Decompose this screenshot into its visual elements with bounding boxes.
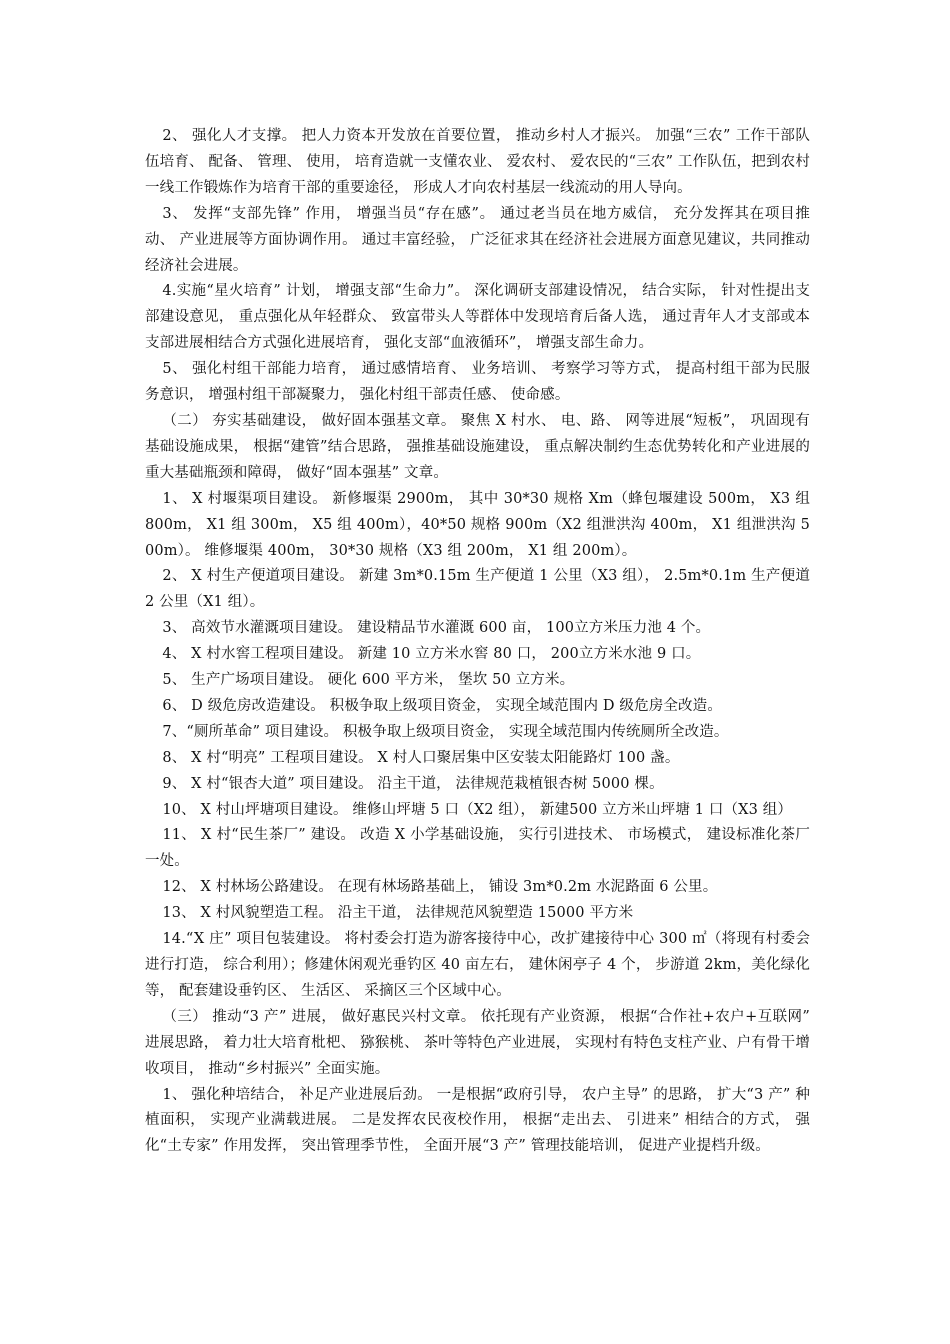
- paragraph: 14.“X 庄” 项目包装建设。 将村委会打造为游客接待中心，改扩建接待中心 300 ㎡（将现有村委会进行打造， 综合利用）；修建休闲观光垂钓区 40 亩左右， 建休闲亭子 4 个， 步游道 2km，美化绿化等， 配套建设垂钓区、 生活区、 采摘区三个区域中心。: [145, 931, 810, 999]
- paragraph: 2、 X 村生产便道项目建设。 新建 3m*0.15m 生产便道 1 公里（X3 组）， 2.5m*0.1m 生产便道 2 公里（X1 组）。: [145, 568, 810, 611]
- paragraph: 4、 X 村水窖工程项目建设。 新建 10 立方米水窖 80 口， 200立方米水池 9 口。: [162, 646, 701, 663]
- paragraph: 2、 强化人才支撑。 把人力资本开发放在首要位置， 推动乡村人才振兴。 加强“三农” 工作干部队伍培育、 配备、 管理、 使用， 培育造就一支懂农业、 爱农村、 爱农民的“三农” 工作队伍，把到农村一线工作锻炼作为培育干部的重要途径， 形成人才向农村基层一线流动的用人导向。: [145, 128, 810, 196]
- paragraph: 1、 强化种培结合， 补足产业进展后劲。 一是根据“政府引导， 农户主导” 的思路， 扩大“3 产” 种植面积， 实现产业满载进展。 二是发挥农民夜校作用， 根据“走出去、 引进来” 相结合的方式， 强化“土专家” 作用发挥， 突出管理季节性， 全面开展“3 产” 管理技能培训， 促进产业提档升级。: [145, 1086, 810, 1155]
- paragraph: 3、 高效节水灌溉项目建设。 建设精品节水灌溉 600 亩， 100立方米压力池 4 个。: [162, 620, 711, 637]
- paragraph: 11、 X 村“民生茶厂” 建设。 改造 X 小学基础设施， 实行引进技术、 市场模式， 建设标准化茶厂一处。: [145, 827, 810, 870]
- paragraph: 10、 X 村山坪塘项目建设。 维修山坪塘 5 口（X2 组）， 新建500 立方米山坪塘 1 口（X3 组）: [162, 801, 793, 818]
- paragraph: 7、“厕所革命” 项目建设。 积极争取上级项目资金， 实现全域范围内传统厕所全改造。: [162, 723, 729, 740]
- paragraph: 8、 X 村“明亮” 工程项目建设。 X 村人口聚居集中区安装太阳能路灯 100 盏。: [162, 749, 680, 766]
- paragraph: 5、 强化村组干部能力培育， 通过感情培育、 业务培训、 考察学习等方式， 提高村组干部为民服务意识， 增强村组干部凝聚力， 强化村组干部责任感、 使命感。: [145, 361, 810, 404]
- paragraph: 4.实施“星火培育” 计划， 增强支部“生命力”。 深化调研支部建设情况， 结合实际， 针对性提出支部建设意见， 重点强化从年轻群众、 致富带头人等群体中发现培育后备人选， 通过青年人才支部或本支部进展相结合方式强化进展培育， 强化支部“血液循环”， 增强支部生命力。: [145, 283, 810, 352]
- paragraph: 9、 X 村“银杏大道” 项目建设。 沿主干道， 法律规范栽植银杏树 5000 棵。: [162, 775, 664, 792]
- section-heading-paragraph: （三） 推动“3 产” 进展， 做好惠民兴村文章。 依托现有产业资源， 根据“合作社+农户+互联网” 进展思路， 着力壮大培育枇杷、 猕猴桃、 茶叶等特色产业进展， 实现村有特色支柱产业、户有骨干增收项目， 推动“乡村振兴” 全面实施。: [145, 1008, 810, 1077]
- section-heading-paragraph: （二） 夯实基础建设， 做好固本强基文章。 聚焦 X 村水、 电、路、 网等进展“短板”， 巩固现有基础设施成果， 根据“建管”结合思路， 强推基础设施建设， 重点解决制约生态优势转化和产业进展的重大基础瓶颈和障碍， 做好“固本强基” 文章。: [145, 412, 810, 481]
- document-body: [145, 124, 810, 1160]
- paragraph: 5、 生产广场项目建设。 硬化 600 平方米， 堡坎 50 立方米。: [162, 672, 575, 689]
- paragraph: 12、 X 村林场公路建设。 在现有林场路基础上， 铺设 3m*0.2m 水泥路面 6 公里。: [162, 879, 718, 896]
- paragraph: 13、 X 村风貌塑造工程。 沿主干道， 法律规范风貌塑造 15000 平方米: [162, 905, 634, 922]
- paragraph: 1、 X 村堰渠项目建设。 新修堰渠 2900m， 其中 30*30 规格 Xm（蜂包堰建设 500m， X3 组 800m， X1 组 300m， X5 组 400m），40*50 规格 900m（X2 组泄洪沟 400m， X1 组泄洪沟 500m）。 维修堰渠 400m， 30*30 规格（X3 组 200m， X1 组 200m）。: [145, 490, 810, 559]
- paragraph: 3、 发挥“支部先锋” 作用， 增强当员“存在感”。 通过老当员在地方威信， 充分发挥其在项目推动、 产业进展等方面协调作用。 通过丰富经验， 广泛征求其在经济社会进展方面意见建议，共同推动经济社会进展。: [145, 205, 810, 274]
- paragraph: 6、 D 级危房改造建设。 积极争取上级项目资金， 实现全域范围内 D 级危房全改造。: [162, 697, 722, 714]
